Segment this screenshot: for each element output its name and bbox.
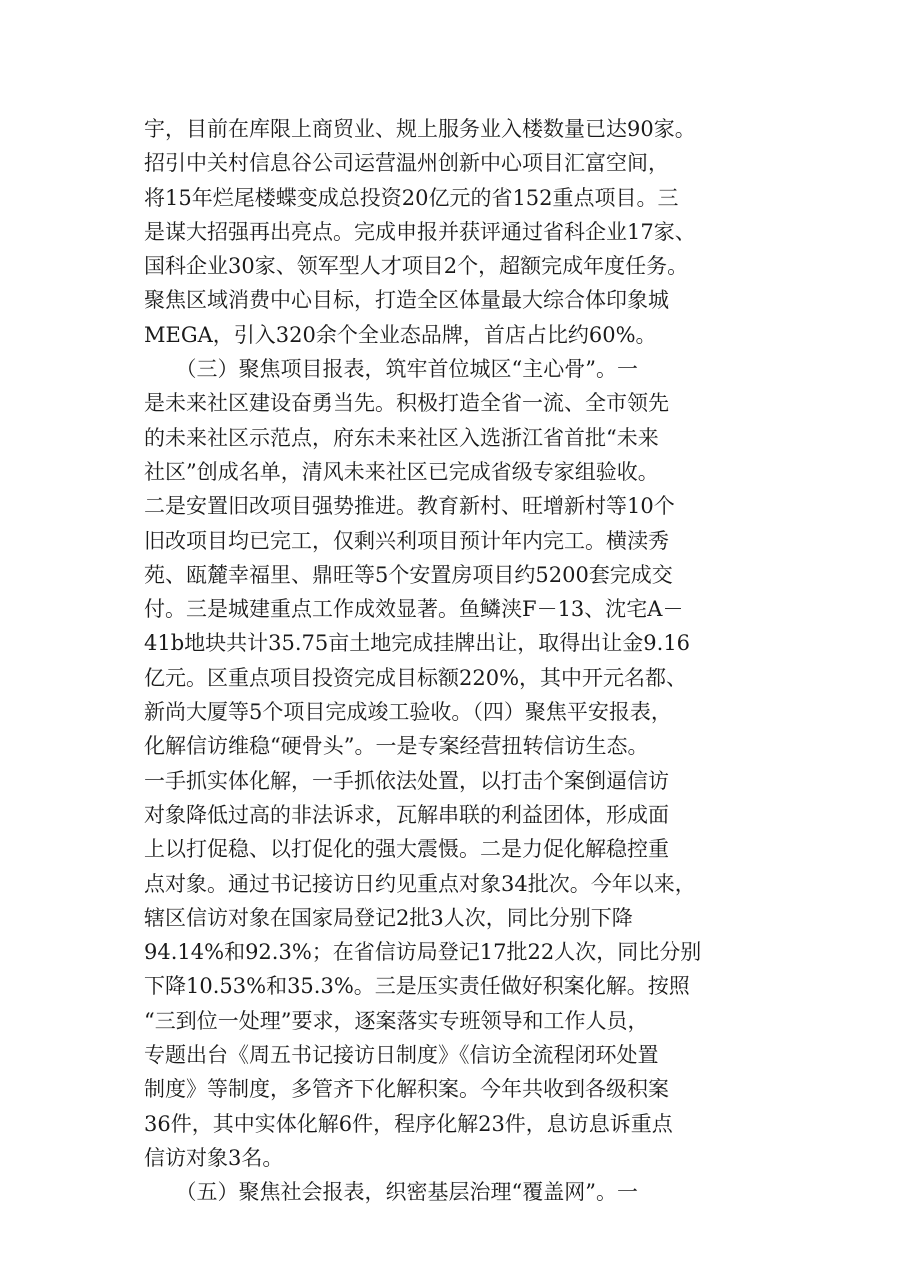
text-line: 是未来社区建设奋勇当先。积极打造全省一流、全市领先 <box>144 391 669 416</box>
text-line: 36件，其中实体化解6件，程序化解23件，息访息诉重点 <box>144 1111 673 1136</box>
text-line: 付。三是城建重点工作成效显著。鱼鳞浃F－13、沈宅A－ <box>144 597 684 622</box>
text-line: “三到位一处理”要求，逐案落实专班领导和工作人员， <box>144 1008 649 1033</box>
section-heading-line: （三）聚焦项目报表，筑牢首位城区“主心骨”。一 <box>144 357 638 382</box>
text-line: 聚焦区域消费中心目标，打造全区体量最大综合体印象城 <box>144 288 669 313</box>
text-line: 上以打促稳、以打促化的强大震慑。二是力促化解稳控重 <box>144 837 669 862</box>
text-line: MEGA，引入320余个全业态品牌，首店占比约60%。 <box>144 322 657 347</box>
text-line: 的未来社区示范点，府东未来社区入选浙江省首批“未来 <box>144 425 659 450</box>
text-line: 亿元。区重点项目投资完成目标额220%，其中开元名都、 <box>144 665 688 690</box>
text-line: 辖区信访对象在国家局登记2批3人次，同比分别下降 <box>144 905 633 930</box>
text-line: 化解信访维稳“硬骨头”。一是专案经营扭转信访生态。 <box>144 734 649 759</box>
text-line: 信访对象3名。 <box>144 1145 284 1170</box>
text-line: 制度》等制度，多管齐下化解积案。今年共收到各级积案 <box>144 1077 669 1102</box>
text-line: 点对象。通过书记接访日约见重点对象34批次。今年以来， <box>144 871 696 896</box>
text-line: 新尚大厦等5个项目完成竣工验收。（四）聚焦平安报表， <box>144 700 672 725</box>
text-line: 是谋大招强再出亮点。完成申报并获评通过省科企业17家、 <box>144 219 696 244</box>
text-line: 94.14%和92.3%；在省信访局登记17批22人次，同比分别 <box>144 940 702 965</box>
text-line: 苑、瓯麓幸福里、鼎旺等5个安置房项目约5200套完成交 <box>144 562 673 587</box>
text-line: 国科企业30家、领军型人才项目2个，超额完成年度任务。 <box>144 254 689 279</box>
text-line: 下降10.53%和35.3%。三是压实责任做好积案化解。按照 <box>144 974 690 999</box>
text-line: 社区”创成名单，清风未来社区已完成省级专家组验收。 <box>144 459 659 484</box>
text-line: 旧改项目均已完工，仅剩兴利项目预计年内完工。横渎秀 <box>144 528 669 553</box>
text-line: 对象降低过高的非法诉求，瓦解串联的利益团体，形成面 <box>144 802 669 827</box>
text-line: 招引中关村信息谷公司运营温州创新中心项目汇富空间， <box>144 151 669 176</box>
text-line: 专题出台《周五书记接访日制度》《信访全流程闭环处置 <box>144 1043 659 1068</box>
body-text <box>144 112 784 1210</box>
text-line: 二是安置旧改项目强势推进。教育新村、旺增新村等10个 <box>144 494 675 519</box>
text-line: 宇，目前在库限上商贸业、规上服务业入楼数量已达90家。 <box>144 117 696 141</box>
section-heading-line: （五）聚焦社会报表，织密基层治理“覆盖网”。一 <box>144 1180 638 1205</box>
text-line: 41b地块共计35.75亩土地完成挂牌出让，取得出让金9.16 <box>144 631 691 656</box>
text-line: 将15年烂尾楼蝶变成总投资20亿元的省152重点项目。三 <box>144 185 679 210</box>
text-line: 一手抓实体化解，一手抓依法处置，以打击个案倒逼信访 <box>144 768 669 793</box>
